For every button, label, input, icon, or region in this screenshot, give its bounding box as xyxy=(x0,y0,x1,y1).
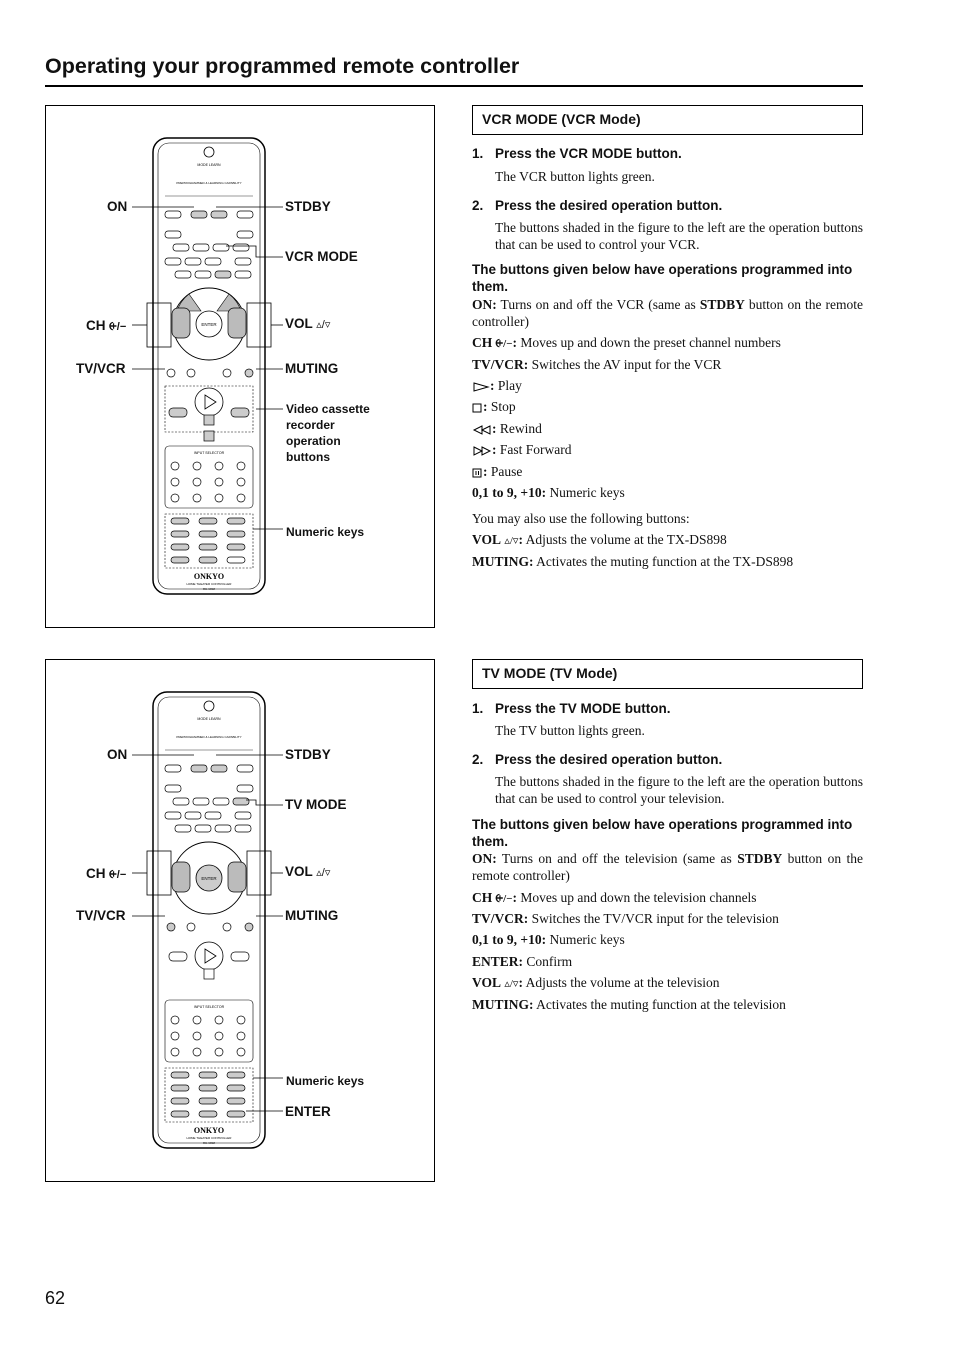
plus-minus-icon: ⨭/− xyxy=(495,893,513,905)
vcr-section-heading: VCR MODE (VCR Mode) xyxy=(472,105,863,135)
stop-icon xyxy=(472,403,483,413)
vcr-item-stop: : Stop xyxy=(472,398,863,415)
remote-product: HOME THEATER CONTROLLER xyxy=(186,1136,232,1140)
fig-label-tvvcr: TV/VCR xyxy=(76,361,126,376)
fig-label-video-buttons: Video cassette recorder operation buttons xyxy=(286,402,370,464)
rewind-icon xyxy=(472,425,492,435)
fast-forward-icon xyxy=(472,446,492,456)
tv-item-on: ON: Turns on and off the television (same as STDBY button on the remote controller) xyxy=(472,851,863,883)
vcr-step1-title: 1. Press the VCR MODE button. xyxy=(472,146,682,161)
tv-step1-body: The TV button lights green. xyxy=(495,723,645,738)
fig-label-stdby: STDBY xyxy=(285,199,331,214)
vcr-item-ch: CH ⨭/−: Moves up and down the preset channel numbers xyxy=(472,335,781,350)
vcr-step2-title: 2. Press the desired operation button. xyxy=(472,198,723,213)
vcr-item-rewind: : Rewind xyxy=(472,420,863,437)
vcr-step2-body: The buttons shaded in the figure to the left are the operation buttons that can be used to control your VCR. xyxy=(495,220,863,252)
fig-label-tvvcr: TV/VCR xyxy=(76,908,126,923)
page-title: Operating your programmed remote controller xyxy=(45,54,520,78)
tv-step2-body: The buttons shaded in the figure to the left are the operation buttons that can be used to control your television. xyxy=(495,774,863,806)
vcr-also: You may also use the following buttons: xyxy=(472,511,690,526)
vcr-item-numeric: 0,1 to 9, +10: Numeric keys xyxy=(472,485,625,500)
remote-brand: ONKYO xyxy=(193,572,225,581)
fig-label-on: ON xyxy=(107,199,128,214)
remote-brand: ONKYO xyxy=(193,1126,225,1135)
tv-item-tvvcr: TV/VCR: Switches the TV/VCR input for the television xyxy=(472,911,779,926)
tv-programmed-heading: The buttons given below have operations programmed into them. xyxy=(472,817,853,849)
pause-icon xyxy=(472,468,483,478)
play-icon xyxy=(472,382,490,392)
remote-model: RC-446M xyxy=(203,1141,215,1145)
remote-capability: PREPROGRAMMED & LEARNING CAPABILITY xyxy=(176,181,242,185)
tv-figure xyxy=(45,659,435,1182)
fig-label-muting: MUTING xyxy=(285,908,339,923)
fig-label-tv-mode: TV MODE xyxy=(285,797,347,812)
tv-item-enter: ENTER: Confirm xyxy=(472,954,573,969)
remote-control-illustration xyxy=(151,136,267,596)
enter-label: ENTER xyxy=(201,322,217,327)
vcr-vol: VOL ▵/▿: Adjusts the volume at the TX-DS898 xyxy=(472,532,727,547)
fig-label-ch: CH ⨭/− xyxy=(86,318,127,333)
fig-label-vcr-mode: VCR MODE xyxy=(285,249,358,264)
vcr-item-pause: : Pause xyxy=(472,463,863,480)
fig-label-vol: VOL ▵/▿ xyxy=(285,864,331,879)
plus-minus-icon: ⨭/− xyxy=(495,338,513,350)
tv-step1-title: 1. Press the TV MODE button. xyxy=(472,701,671,716)
input-selector-label: INPUT SELECTOR xyxy=(193,1005,225,1009)
vcr-figure xyxy=(45,105,435,628)
remote-control-illustration xyxy=(151,690,267,1150)
tv-item-muting: MUTING: Activates the muting function at the television xyxy=(472,997,786,1012)
fig-label-numeric: Numeric keys xyxy=(286,1074,365,1088)
tv-item-numeric: 0,1 to 9, +10: Numeric keys xyxy=(472,932,625,947)
remote-product: HOME THEATER CONTROLLER xyxy=(186,582,232,586)
vcr-step1-body: The VCR button lights green. xyxy=(495,169,655,184)
tv-item-vol: VOL ▵/▿: Adjusts the volume at the television xyxy=(472,975,720,990)
tv-step2-title: 2. Press the desired operation button. xyxy=(472,752,723,767)
fig-label-numeric: Numeric keys xyxy=(286,525,365,539)
page-number: 62 xyxy=(45,1288,66,1308)
vcr-item-fast-forward: : Fast Forward xyxy=(472,441,863,458)
remote-top-label: MODE LEARN xyxy=(197,163,221,167)
fig-label-muting: MUTING xyxy=(285,361,339,376)
title-rule xyxy=(45,85,863,87)
vcr-programmed-heading: The buttons given below have operations programmed into them. xyxy=(472,262,853,294)
vcr-item-tvvcr: TV/VCR: Switches the AV input for the VCR xyxy=(472,357,722,372)
vcr-item-play: : Play xyxy=(472,377,863,394)
remote-capability: PREPROGRAMMED & LEARNING CAPABILITY xyxy=(176,735,242,739)
tv-section-heading: TV MODE (TV Mode) xyxy=(472,659,863,689)
enter-label: ENTER xyxy=(201,876,217,881)
fig-label-vol: VOL ▵/▿ xyxy=(285,316,331,331)
tv-item-ch: CH ⨭/−: Moves up and down the television channels xyxy=(472,890,757,905)
fig-label-ch: CH ⨭/− xyxy=(86,866,127,881)
remote-model: RC-446M xyxy=(203,587,215,591)
fig-label-enter: ENTER xyxy=(285,1104,331,1119)
vcr-muting: MUTING: Activates the muting function at the TX-DS898 xyxy=(472,554,794,569)
input-selector-label: INPUT SELECTOR xyxy=(193,451,225,455)
fig-label-on: ON xyxy=(107,747,128,762)
remote-top-label: MODE LEARN xyxy=(197,717,221,721)
vcr-item-on: ON: Turns on and off the VCR (same as STDBY button on the remote controller) xyxy=(472,297,864,329)
fig-label-stdby: STDBY xyxy=(285,747,331,762)
